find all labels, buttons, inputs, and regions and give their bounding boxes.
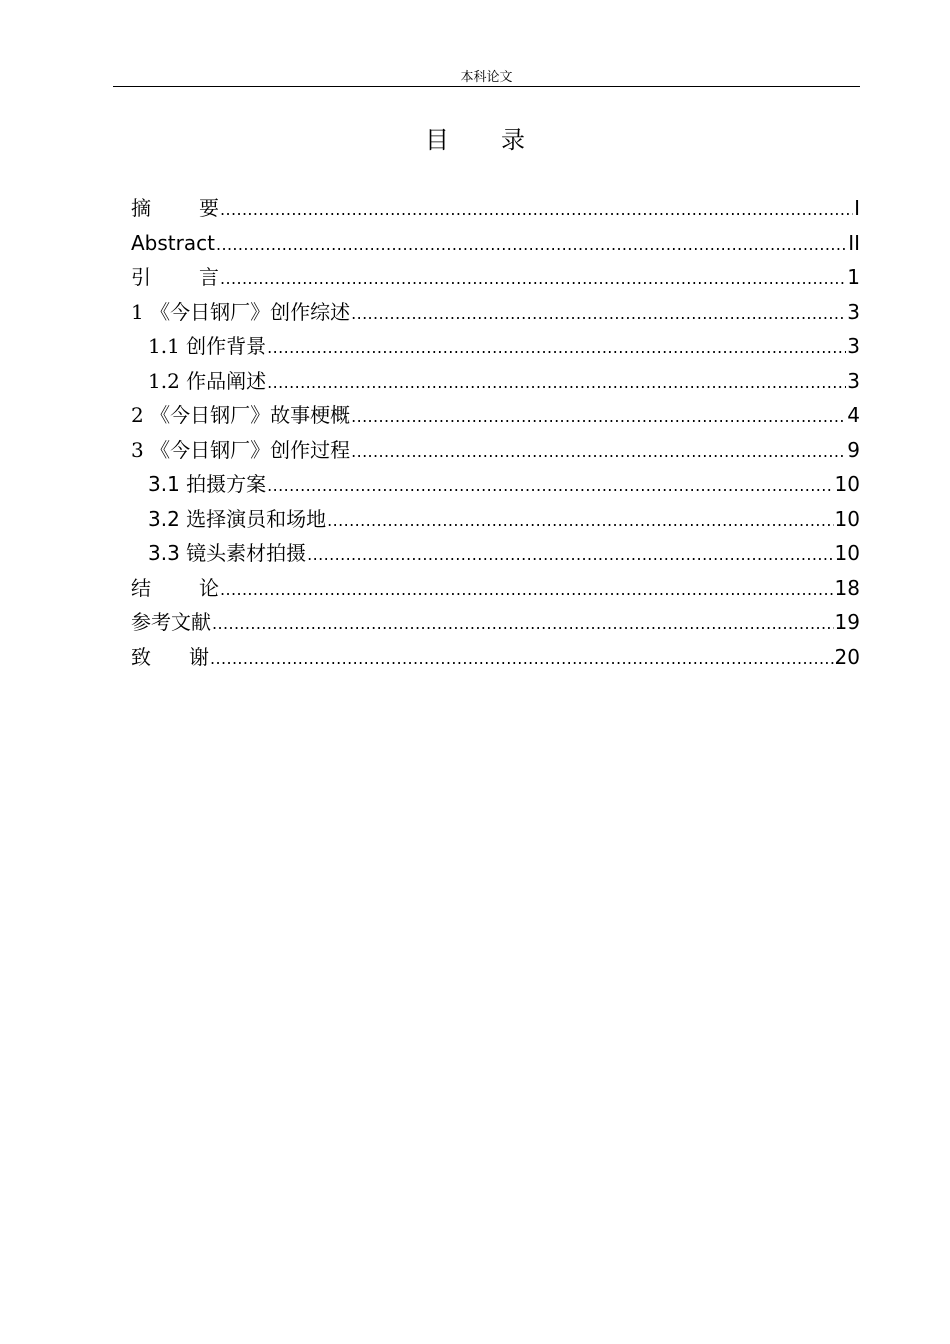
toc-entry-label: 1.2 作品阐述 (148, 368, 267, 393)
toc-page-number: 20 (834, 644, 860, 669)
toc-page-number: 3 (847, 334, 860, 358)
toc-entry-abstract-cn[interactable] (131, 191, 860, 226)
toc-entry-label: 3 《今日钢厂》创作过程 (131, 437, 351, 462)
toc-leader-dots (351, 400, 846, 435)
toc-entry-conclusion[interactable] (131, 571, 860, 606)
toc-title-left: 目 (425, 126, 449, 154)
page-header (113, 66, 860, 87)
toc-entry-label: 结 论 (131, 575, 219, 600)
toc-entry-acknowledgements[interactable] (131, 640, 860, 675)
toc-leader-dots (220, 262, 846, 297)
toc-entry-label: 参考文献 (131, 610, 211, 634)
toc-leader-dots (267, 469, 833, 504)
toc-page-number: II (848, 230, 860, 255)
toc-leader-dots (351, 297, 846, 332)
toc-entry-label: 3.2 选择演员和场地 (148, 506, 327, 531)
table-of-contents (131, 191, 860, 674)
toc-title-right: 录 (501, 126, 525, 154)
toc-entry-abstract-en[interactable] (131, 226, 860, 261)
toc-page-number: 1 (847, 265, 860, 289)
toc-entry-label: 1.1 创作背景 (148, 334, 267, 358)
toc-entry-label: 3.1 拍摄方案 (148, 472, 267, 496)
toc-leader-dots (267, 366, 846, 401)
toc-entry-chapter-1[interactable] (131, 295, 860, 330)
toc-leader-dots (307, 538, 833, 573)
toc-leader-dots (216, 228, 847, 263)
toc-entry-label: 引 言 (131, 265, 219, 289)
toc-entry-references[interactable] (131, 605, 860, 640)
toc-entry-introduction[interactable] (131, 260, 860, 295)
toc-entry-section-3-3[interactable] (131, 536, 860, 571)
toc-entry-section-3-2[interactable] (131, 502, 860, 537)
header-text: 本科论文 (460, 70, 513, 85)
toc-leader-dots (220, 193, 853, 228)
toc-entry-label: 致 谢 (131, 644, 209, 669)
toc-title (0, 122, 950, 158)
toc-entry-label: 3.3 镜头素材拍摄 (148, 541, 307, 565)
toc-page-number: 18 (834, 575, 860, 600)
toc-entry-section-1-2[interactable] (131, 364, 860, 399)
toc-entry-chapter-3[interactable] (131, 433, 860, 468)
toc-page-number: 3 (847, 368, 860, 393)
toc-entry-label: 2 《今日钢厂》故事梗概 (131, 403, 351, 427)
toc-entry-section-1-1[interactable] (131, 329, 860, 364)
toc-leader-dots (212, 607, 834, 642)
toc-page-number: 10 (834, 472, 860, 496)
toc-leader-dots (327, 504, 833, 539)
toc-leader-dots (210, 642, 834, 677)
toc-page-number: 19 (834, 610, 860, 634)
toc-entry-label: 1 《今日钢厂》创作综述 (131, 299, 351, 324)
toc-entry-label: 摘 要 (131, 196, 219, 220)
toc-page-number: 10 (834, 506, 860, 531)
toc-leader-dots (267, 331, 846, 366)
toc-entry-section-3-1[interactable] (131, 467, 860, 502)
toc-page-number: 10 (834, 541, 860, 565)
toc-entry-chapter-2[interactable] (131, 398, 860, 433)
toc-page-number: 9 (847, 437, 860, 462)
toc-page-number: I (854, 196, 860, 220)
toc-page-number: 4 (847, 403, 860, 427)
toc-leader-dots (351, 435, 846, 470)
toc-entry-label: Abstract (131, 230, 215, 255)
toc-page-number: 3 (847, 299, 860, 324)
toc-leader-dots (220, 573, 834, 608)
